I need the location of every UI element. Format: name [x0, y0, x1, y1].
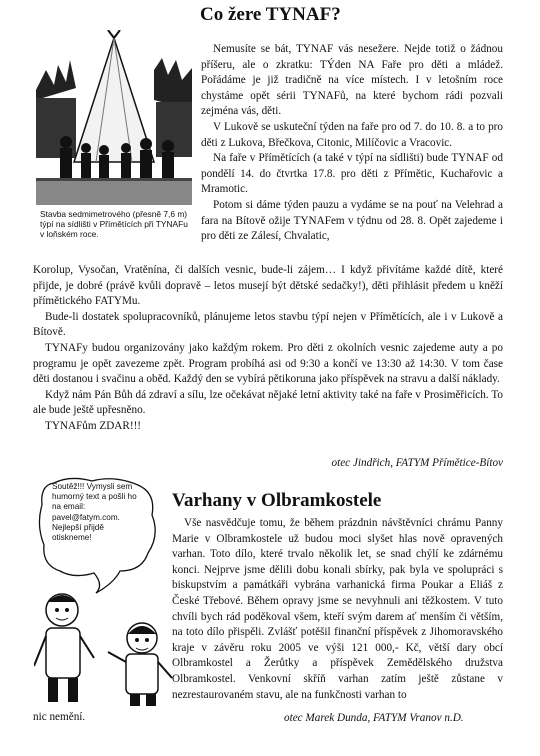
paragraph: Když nám Pán Bůh dá zdraví a sílu, lze očekávat nějaké letní aktivity také na faře v Prosiměřicích. To ale bude ještě upřesněno. — [33, 388, 503, 417]
cartoon-figures — [34, 588, 174, 706]
article1-signature: otec Jindřich, FATYM Přímětice-Bítov — [331, 457, 503, 469]
paragraph: Bude-li dostatek spolupracovníků, plánujeme letos stavbu týpí nejen v Přímětících, ale i v Lukově a Bítově. — [33, 310, 503, 339]
paragraph: TYNAFy budou organizovány jako každým rokem. Pro děti z okolních vesnic zajedeme auty a po programu je opět zavezeme zpět. Program probíhá asi od 9:30 a končí ve 13:30 až 14:30. V tom čase děti dostanou i svačinu a oběd. Každý den se vybírá pětikoruna jako příspěvek na stravu a další náklady. — [33, 341, 503, 386]
photo-caption: Stavba sedmimetrového (přesně 7,6 m) týpí na sídlišti v Přímětících při TYNAFu v loňském roce. — [40, 209, 188, 239]
paragraph: Nemusíte se bát, TYNAF vás nesežere. Nejde totiž o žádnou příšeru, ale o zkratku: TÝden NA Faře pro děti a mládež. Pořádáme je již tradičně na více místech. I v letošním roce chystáme opět sérii TYNAFů, na které bychom rádi pozvali zejména vás, děti. — [201, 43, 503, 118]
paragraph: Na faře v Přímětících (a také v týpí na sídlišti) bude TYNAF od pondělí 14. do čtvrtka 17.8. pro děti z Přímětic, Kuchařovic a Mramotic. — [201, 152, 503, 196]
article2-body — [172, 516, 503, 703]
paragraph: Potom si dáme týden pauzu a vydáme se na pouť na Velehrad a fara na Bítově ožije TYNAFem v týdnu od 28. 8. Opět zajedeme i pro děti ze Zálesí, Chvalatic, — [201, 198, 503, 243]
paragraph: nic nemění. — [33, 711, 86, 723]
paragraph: Vše nasvědčuje tomu, že během prázdnin návštěvníci chrámu Panny Marie v Olbramkostele už budou moci slyšet hlas nově opravených varhan. Toto dílo, které trvalo několik let, se snad chýlí ke zdárnému konci. Nejprve jsme dělili dobu konali sbírky, pak byla ve spolupráci s biskupstvím a památkáři vybrána varhanická firma Poukar a Eliáš z České Třebové. Během opravy jsme se nevyhnuli ani těžkostem. V tuto chvíli bych rád poděkoval všem, kteří svým darem ať menším či větším, na toto dílo přispěli. Zvlášť potěšil finanční příspěvek z Jihomoravského kraje v závěru roku 2005 ve výši 121 000,- Kč, větší dary obcí Olbramkostel a Žerůtky a příspěvek Zemědělského družstva Olbramkostel. Venkovní skříň varhan zatím ještě zůstane v nezrestaurovaném stavu, ale na funkčnosti varhan to — [172, 517, 503, 701]
article1-body-wide — [33, 263, 503, 435]
contest-text: Soutěž!!! Vymysli sem humorný text a pošli ho na email: pavel@fatym.com. Nejlepší přijdě otiskneme! — [52, 482, 137, 543]
article-title-varhany: Varhany v Olbramkostele — [172, 490, 382, 511]
paragraph: V Lukově se uskuteční týden na faře pro od 7. do 10. 8. a to pro děti z Lukova, Břečkova, Citonic, Milíčovic a Vracovic. — [201, 120, 503, 149]
paragraph: Korolup, Vysočan, Vratěnína, či dalších vesnic, bude-li zájem… I když přivítáme každé dítě, které přijde, je dobré (právě kvůli dopravě – letos musejí být dětské sedačky!), děti přihlásit předem u kněží přímětického FATYMu. — [33, 264, 503, 308]
paragraph: TYNAFům ZDAR!!! — [45, 419, 142, 432]
article1-body-narrow — [201, 42, 503, 245]
teepee-photo — [36, 30, 192, 205]
article-title-tynaf: Co žere TYNAF? — [200, 4, 341, 25]
article2-signature: otec Marek Dunda, FATYM Vranov n.D. — [284, 712, 464, 724]
